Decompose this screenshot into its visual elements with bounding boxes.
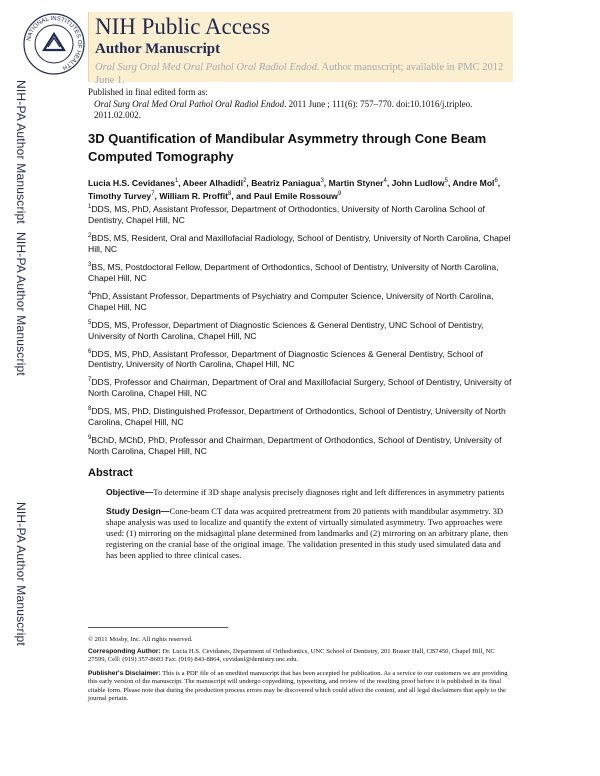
copyright-note: © 2011 Mosby, Inc. All rights reserved. xyxy=(88,636,193,643)
side-label-1: NIH-PA Author Manuscript xyxy=(14,80,28,224)
nih-banner xyxy=(88,12,513,86)
author-name: Beatriz Paniagua xyxy=(251,177,321,188)
banner-title: NIH Public Access xyxy=(95,14,271,39)
author-affiliation-marker: 8 xyxy=(228,190,232,197)
author-affiliation-marker: 6 xyxy=(494,177,498,184)
author-name: Timothy Turvey xyxy=(88,190,152,201)
affiliation-text: DDS, MS, PhD, Distinguished Professor, Department of Orthodontics, School of Dentistry, University of North Carolina, Chapel Hill, NC xyxy=(88,406,506,428)
banner-availability xyxy=(95,61,507,87)
affiliation-text: BS, MS, Postdoctoral Fellow, Department of Orthodontics, School of Dentistry, University of North Carolina, Chapel Hill, NC xyxy=(88,261,499,283)
citation-journal: Oral Surg Oral Med Oral Pathol Oral Radiol Endod xyxy=(94,98,285,109)
abstract-study-design xyxy=(88,506,512,561)
citation-rest: . 2011 June ; 111(6): 757–770. doi:10.1016/j.tripleo. 2011.02.002. xyxy=(94,98,473,120)
banner-journal: Oral Surg Oral Med Oral Pathol Oral Radiol Endod xyxy=(95,62,317,73)
banner-availability-text: . Author manuscript; available in PMC 2012 June 1. xyxy=(95,62,504,86)
author-affiliation-marker: 7 xyxy=(151,190,155,197)
disclaimer-label: Publisher's Disclaimer: xyxy=(88,670,161,677)
nih-logo xyxy=(22,12,86,76)
published-citation xyxy=(88,99,512,122)
affiliation-text: DDS, MS, Professor, Department of Diagnostic Sciences & General Dentistry, UNC School of Dentistry, University of North Carolina, Chapel Hill, NC xyxy=(88,319,484,341)
design-label: Study Design— xyxy=(106,505,170,516)
affiliation-text: DDS, MS, PhD, Assistant Professor, Department of Diagnostic Sciences & General Dentistry, School of Dentistry, University of North Carolina, Chapel Hill, NC xyxy=(88,348,483,370)
side-label-3: NIH-PA Author Manuscript xyxy=(14,502,28,646)
affiliation-marker: 2 xyxy=(88,233,92,240)
affiliation-item xyxy=(88,318,512,342)
footnote-rule xyxy=(88,627,228,628)
affiliation-marker: 9 xyxy=(88,435,92,442)
objective-label: Objective— xyxy=(106,486,154,497)
affiliation-item xyxy=(88,260,512,284)
affiliation-item xyxy=(88,404,512,428)
affiliation-list xyxy=(88,202,512,457)
affiliation-marker: 3 xyxy=(88,261,92,268)
affiliation-marker: 1 xyxy=(88,204,92,211)
design-text: Cone-beam CT data was acquired pretreatment from 20 patients with mandibular asymmetry. 3D shape analysis was used to localize and quantify the extent of virtually simulated asymmetry. Two approaches were used: (1) mirroring on the midsagittal plane determined from landmarks and (2) mirroring on an arbitrary plane, then registering on the cranial base of the original image. The validation presented in this study used simulated data and has been applied to three clinical cases. xyxy=(106,505,508,560)
author-name: Paul Emile Rossouw xyxy=(253,190,338,201)
side-label-2: NIH-PA Author Manuscript xyxy=(14,232,28,376)
affiliation-text: DDS, MS, PhD, Assistant Professor, Department of Orthodontics, University of North Carolina School of Dentistry, Chapel Hill, NC xyxy=(88,204,485,226)
author-affiliation-marker: 1 xyxy=(174,177,179,184)
affiliation-item xyxy=(88,433,512,457)
author-list: Lucia H.S. Cevidanes$^1$, Abeer Alhadidi$^2$, Beatriz Paniagua$^3$, Martin Styner$^4$, John Ludlow$^5$, Andre Mol$^6$, Timothy Turvey$^7$, William R. Proffit$^8$, and Paul Emile Rossouw$^9$ xyxy=(88,177,501,201)
publisher-disclaimer xyxy=(88,670,512,704)
author-name: Lucia H.S. Cevidanes xyxy=(88,177,175,188)
affiliation-marker: 4 xyxy=(88,290,92,297)
affiliation-item xyxy=(88,289,512,313)
corr-label: Corresponding Author: xyxy=(88,648,161,655)
abstract-objective xyxy=(88,487,512,498)
affiliation-item xyxy=(88,347,512,371)
author-affiliation-marker: 5 xyxy=(444,177,448,184)
affiliation-marker: 8 xyxy=(88,406,92,413)
affiliation-marker: 5 xyxy=(88,319,92,326)
article-body xyxy=(88,87,512,561)
author-affiliation-marker: 9 xyxy=(337,190,342,197)
article-title: 3D Quantification of Mandibular Asymmetry through Cone Beam Computed Tomography xyxy=(88,130,487,164)
author-name: William R. Proffit xyxy=(159,190,229,201)
corresponding-author-note xyxy=(88,648,512,665)
author-affiliation-marker: 3 xyxy=(320,177,324,184)
objective-text: To determine if 3D shape analysis precisely diagnoses right and left differences in asymmetry patients xyxy=(153,486,505,497)
disclaimer-text: This is a PDF file of an unedited manuscript that has been accepted for publication. As a service to our customers we are providing this early version of the manuscript. The manuscript will undergo copyediting, typesetting, and review of the resulting proof before it is published in its final citable form. Please note that during the production process errors may be discovered which could affect the content, and all legal disclaimers that apply to the journal pertain. xyxy=(88,670,508,703)
author-name: Abeer Alhadidi xyxy=(182,177,244,188)
author-name: John Ludlow xyxy=(391,177,445,188)
affiliation-marker: 6 xyxy=(88,348,92,355)
corr-text: Dr. Lucia H.S. Cevidanes, Department of Orthodontics, UNC School of Dentistry, 201 Brauer Hall, CB7450, Chapel Hill, NC 27599, Cell: (919) 357-8603 Fax: (919) 843-8864, cevidanl@dentistry.unc.edu. xyxy=(88,648,495,664)
banner-subtitle: Author Manuscript xyxy=(95,41,221,57)
published-label: Published in final edited form as: xyxy=(88,87,208,97)
affiliation-item xyxy=(88,231,512,255)
affiliation-item xyxy=(88,202,512,226)
affiliation-text: BChD, MChD, PhD, Professor and Chairman, Department of Orthodontics, School of Dentistry, University of North Carolina, Chapel Hill, NC xyxy=(88,434,502,456)
affiliation-marker: 7 xyxy=(88,377,92,384)
author-name: Martin Styner xyxy=(328,177,384,188)
author-name: Andre Mol xyxy=(452,177,495,188)
affiliation-text: PhD, Assistant Professor, Departments of Psychiatry and Computer Science, University of North Carolina, Chapel Hill, NC xyxy=(88,290,494,312)
author-affiliation-marker: 4 xyxy=(383,177,387,184)
abstract-heading: Abstract xyxy=(88,466,133,479)
affiliation-item xyxy=(88,375,512,399)
affiliation-text: BDS, MS, Resident, Oral and Maxillofacial Radiology, School of Dentistry, University of North Carolina, Chapel Hill, NC xyxy=(88,232,511,254)
logo-ring-text: NATIONAL INSTITUTES OF HEALTH xyxy=(26,15,83,71)
author-affiliation-marker: 2 xyxy=(243,177,247,184)
affiliation-text: DDS, Professor and Chairman, Department of Oral and Maxillofacial Surgery, School of Dentistry, University of North Carolina, Chapel Hill, NC xyxy=(88,377,512,399)
